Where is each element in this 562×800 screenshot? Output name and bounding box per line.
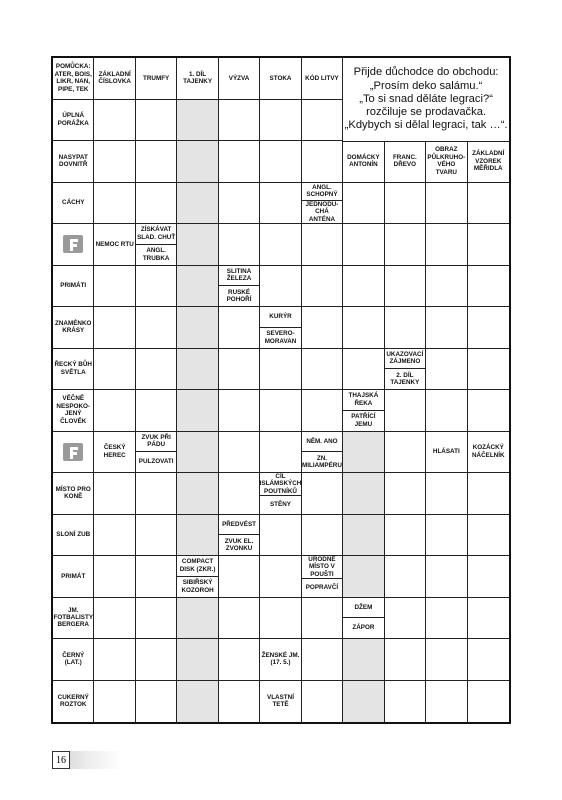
answer-cell[interactable] (468, 349, 509, 391)
answer-cell[interactable] (426, 515, 467, 557)
answer-cell[interactable] (385, 556, 426, 598)
clue-cell (302, 183, 343, 225)
clue-text: DŽEM (354, 603, 373, 611)
solution-cell-shaded[interactable] (343, 556, 384, 598)
joke-line: rozčiluje se prodavačka. (366, 106, 487, 119)
clue-text: ANGL. TRUBKA (136, 244, 176, 265)
answer-cell[interactable] (302, 390, 343, 432)
clue-text: ÚRODNÉ MÍSTO V POUŠTI (308, 556, 336, 578)
answer-cell[interactable] (219, 100, 260, 142)
answer-cell[interactable] (136, 473, 177, 515)
clue-text: MÍSTO PRO KONĚ (55, 485, 91, 501)
clue-text: ZN. MILIAMPÉRU (302, 451, 342, 472)
clue-text: SEVERO-MORAVAN (260, 327, 300, 348)
clue-cell (219, 515, 260, 557)
clue-text: PULZOVATI (136, 451, 176, 472)
clue-text: DOMÁCKY ANTONÍN (347, 153, 380, 169)
answer-cell[interactable] (385, 473, 426, 515)
clue-text: THAJSKÁ ŘEKA (348, 392, 379, 407)
solution-cell-shaded[interactable] (177, 515, 218, 557)
answer-cell[interactable] (136, 390, 177, 432)
clue-cell (468, 432, 509, 474)
answer-cell[interactable] (426, 556, 467, 598)
clue-cell (94, 432, 135, 474)
clue-text: KÓD LITVY (305, 74, 339, 82)
clue-text: CÁCHY (62, 199, 85, 207)
answer-cell[interactable] (302, 100, 343, 142)
answer-cell[interactable] (219, 141, 260, 183)
publisher-logo-icon (53, 432, 94, 474)
answer-cell[interactable] (302, 266, 343, 308)
clue-cell (302, 58, 343, 100)
solution-cell-shaded[interactable] (177, 266, 218, 308)
clue-cell (260, 473, 301, 515)
answer-cell[interactable] (260, 556, 301, 598)
clue-cell (219, 58, 260, 100)
answer-cell[interactable] (219, 432, 260, 474)
answer-cell[interactable] (426, 183, 467, 225)
answer-cell[interactable] (94, 141, 135, 183)
answer-cell[interactable] (94, 681, 135, 723)
clue-text: POMŮCKA: ATER, BOIS, LIKR, NAN, PIPE, TEK (54, 63, 92, 93)
answer-cell[interactable] (468, 639, 509, 681)
answer-cell[interactable] (94, 639, 135, 681)
solution-cell-shaded[interactable] (177, 473, 218, 515)
clue-cell (53, 681, 94, 723)
clue-text: SLITINA ŽELEZA (226, 267, 252, 283)
answer-cell[interactable] (136, 639, 177, 681)
clue-text: PATŘÍCÍ JEMU (343, 410, 383, 431)
answer-cell[interactable] (426, 224, 467, 266)
clue-text: STĚNY (260, 495, 300, 513)
answer-cell[interactable] (468, 224, 509, 266)
page-number: 16 (52, 751, 70, 769)
joke-text (343, 58, 509, 142)
answer-cell[interactable] (302, 639, 343, 681)
page-number-bar (52, 751, 122, 769)
answer-cell[interactable] (385, 515, 426, 557)
answer-cell[interactable] (94, 598, 135, 640)
answer-cell[interactable] (385, 432, 426, 474)
solution-cell-shaded[interactable] (177, 183, 218, 225)
clue-text: STOKA (269, 74, 292, 82)
answer-cell[interactable] (468, 681, 509, 723)
clue-text: OBRAZ PŮLKRUHO-VÉHO TVARU (427, 146, 466, 176)
answer-cell[interactable] (385, 681, 426, 723)
clue-cell (468, 141, 509, 183)
clue-text: 1. DÍL TAJENKY (183, 70, 213, 86)
answer-cell[interactable] (94, 473, 135, 515)
answer-cell[interactable] (468, 515, 509, 557)
solution-cell-shaded[interactable] (177, 390, 218, 432)
clue-text: ZÍSKÁVAT SLAD. CHUŤ (137, 226, 176, 241)
answer-cell[interactable] (468, 183, 509, 225)
clue-cell (136, 224, 177, 266)
clue-cell (53, 58, 94, 100)
clue-text: 2. DÍL TAJENKY (385, 368, 425, 389)
solution-cell-shaded[interactable] (177, 432, 218, 474)
answer-cell[interactable] (136, 307, 177, 349)
clue-text: KURÝR (269, 313, 292, 321)
clue-text: ŘECKÝ BŮH SVĚTLA (54, 361, 92, 376)
crossword-grid (51, 56, 511, 724)
answer-cell[interactable] (468, 473, 509, 515)
answer-cell[interactable] (426, 349, 467, 391)
joke-line: Přijde důchodce do obchodu: (353, 66, 499, 79)
answer-cell[interactable] (426, 473, 467, 515)
answer-cell[interactable] (219, 390, 260, 432)
solution-cell-shaded[interactable] (343, 473, 384, 515)
answer-cell[interactable] (260, 266, 301, 308)
clue-cell (53, 141, 94, 183)
clue-text: SLONÍ ZUB (56, 531, 91, 539)
clue-cell (385, 349, 426, 391)
solution-cell-shaded[interactable] (177, 224, 218, 266)
answer-cell[interactable] (219, 681, 260, 723)
answer-cell[interactable] (260, 598, 301, 640)
clue-text: POPRAVČÍ (302, 578, 342, 596)
answer-cell[interactable] (302, 598, 343, 640)
answer-cell[interactable] (302, 473, 343, 515)
clue-text: ČERNÝ (LAT.) (62, 651, 85, 667)
answer-cell[interactable] (343, 183, 384, 225)
clue-cell (343, 598, 384, 640)
answer-cell[interactable] (260, 183, 301, 225)
clue-text: NEMOC RTU (95, 240, 134, 248)
answer-cell[interactable] (136, 556, 177, 598)
solution-cell-shaded[interactable] (343, 515, 384, 557)
answer-cell[interactable] (385, 598, 426, 640)
answer-cell[interactable] (94, 390, 135, 432)
clue-text: ZÁPOR (343, 617, 383, 638)
answer-cell[interactable] (343, 349, 384, 391)
answer-cell[interactable] (260, 390, 301, 432)
clue-text: ANGL. SCHOPNÝ (306, 183, 338, 199)
clue-cell (53, 515, 94, 557)
answer-cell[interactable] (426, 639, 467, 681)
solution-cell-shaded[interactable] (177, 681, 218, 723)
answer-cell[interactable] (94, 266, 135, 308)
solution-cell-shaded[interactable] (177, 307, 218, 349)
clue-cell (260, 307, 301, 349)
solution-cell-shaded[interactable] (177, 141, 218, 183)
clue-text: HLÁSATI (432, 448, 460, 456)
answer-cell[interactable] (136, 266, 177, 308)
answer-cell[interactable] (136, 100, 177, 142)
clue-cell (53, 349, 94, 391)
publisher-logo-icon (53, 224, 94, 266)
clue-text: RUSKÉ POHOŘÍ (219, 285, 259, 306)
joke-line: „Kdybych si dělal legraci, tak …“. (344, 119, 508, 132)
answer-cell[interactable] (94, 515, 135, 557)
clue-text: UKAZOVACÍ ZÁJMENO (386, 350, 424, 366)
answer-cell[interactable] (426, 598, 467, 640)
answer-cell[interactable] (260, 224, 301, 266)
clue-cell (260, 639, 301, 681)
clue-text: FRANC. DŘEVO (392, 153, 417, 169)
answer-cell[interactable] (426, 307, 467, 349)
answer-cell[interactable] (219, 224, 260, 266)
clue-text: NASYPAT DOVNITŘ (58, 153, 88, 169)
answer-cell[interactable] (260, 141, 301, 183)
answer-cell[interactable] (343, 266, 384, 308)
answer-cell[interactable] (302, 224, 343, 266)
clue-cell (53, 183, 94, 225)
answer-cell[interactable] (219, 598, 260, 640)
solution-cell-shaded[interactable] (343, 681, 384, 723)
clue-text: SIBIŘSKÝ KOZOROH (177, 576, 217, 597)
answer-cell[interactable] (302, 681, 343, 723)
answer-cell[interactable] (219, 349, 260, 391)
answer-cell[interactable] (219, 183, 260, 225)
clue-text: PRIMÁT (61, 572, 86, 580)
clue-text: VÝZVA (228, 74, 250, 82)
answer-cell[interactable] (136, 515, 177, 557)
clue-cell (53, 598, 94, 640)
answer-cell[interactable] (385, 266, 426, 308)
clue-cell (426, 141, 467, 183)
solution-cell-shaded[interactable] (343, 639, 384, 681)
answer-cell[interactable] (468, 266, 509, 308)
clue-text: KOZÁCKÝ NÁČELNÍK (471, 444, 505, 459)
answer-cell[interactable] (136, 349, 177, 391)
answer-cell[interactable] (94, 100, 135, 142)
answer-cell[interactable] (219, 556, 260, 598)
clue-text: JEDNODU-CHÁ ANTÉNA (302, 200, 342, 223)
solution-cell-shaded[interactable] (177, 639, 218, 681)
clue-text: NĚM. ANO (306, 437, 338, 445)
clue-text: ÚPLNÁ PORÁŽKA (57, 112, 89, 127)
clue-text: ZÁKLADNÍ ČÍSLOVKA (98, 70, 131, 86)
answer-cell[interactable] (136, 183, 177, 225)
clue-text: CUKERNÝ ROZTOK (57, 693, 89, 709)
clue-cell (385, 141, 426, 183)
answer-cell[interactable] (302, 141, 343, 183)
clue-cell (136, 432, 177, 474)
clue-cell (302, 556, 343, 598)
clue-cell (53, 307, 94, 349)
clue-cell (343, 390, 384, 432)
answer-cell[interactable] (385, 183, 426, 225)
solution-cell-shaded[interactable] (177, 100, 218, 142)
clue-cell (260, 58, 301, 100)
clue-text: COMPACT DISK (ZKR.) (179, 558, 216, 573)
answer-cell[interactable] (385, 639, 426, 681)
answer-cell[interactable] (136, 681, 177, 723)
answer-cell[interactable] (426, 266, 467, 308)
joke-line: „Prosím deko salámu.“ (369, 79, 483, 92)
clue-cell (426, 432, 467, 474)
clue-text: PRIMÁTI (60, 282, 87, 290)
clue-cell (53, 266, 94, 308)
answer-cell[interactable] (302, 349, 343, 391)
clue-text: ZÁKLADNÍ VZOREK MĚŘIDLA (472, 150, 505, 172)
answer-cell[interactable] (426, 390, 467, 432)
answer-cell[interactable] (426, 681, 467, 723)
clue-cell (260, 681, 301, 723)
clue-text: ŽENSKÉ JM. (17. 5.) (261, 651, 300, 667)
answer-cell[interactable] (385, 224, 426, 266)
answer-cell[interactable] (260, 432, 301, 474)
answer-cell[interactable] (219, 307, 260, 349)
clue-text: ZVUK EL. ZVONKU (219, 534, 259, 555)
answer-cell[interactable] (302, 515, 343, 557)
clue-cell (53, 639, 94, 681)
answer-cell[interactable] (219, 473, 260, 515)
answer-cell[interactable] (260, 100, 301, 142)
clue-text: JM. FOTBALISTY BERGERA (53, 606, 94, 629)
clue-text: ZNAMÉNKO KRÁSY (55, 319, 92, 335)
clue-cell (343, 141, 384, 183)
solution-cell-shaded[interactable] (343, 432, 384, 474)
answer-cell[interactable] (385, 307, 426, 349)
answer-cell[interactable] (94, 349, 135, 391)
clue-cell (302, 432, 343, 474)
clue-cell (219, 266, 260, 308)
clue-text: TRUMFY (143, 74, 170, 82)
answer-cell[interactable] (260, 349, 301, 391)
answer-cell[interactable] (94, 183, 135, 225)
clue-cell (94, 224, 135, 266)
clue-cell (177, 556, 218, 598)
answer-cell[interactable] (302, 307, 343, 349)
answer-cell[interactable] (94, 556, 135, 598)
clue-cell (177, 58, 218, 100)
answer-cell[interactable] (136, 598, 177, 640)
answer-cell[interactable] (468, 598, 509, 640)
clue-text: VLASTNÍ TETĚ (267, 693, 294, 709)
solution-cell-shaded[interactable] (177, 598, 218, 640)
clue-text: ZVUK PŘI PÁDU (141, 433, 171, 449)
solution-cell-shaded[interactable] (177, 349, 218, 391)
answer-cell[interactable] (343, 307, 384, 349)
answer-cell[interactable] (343, 224, 384, 266)
joke-line: „To si snad děláte legraci?“ (359, 92, 493, 105)
answer-cell[interactable] (219, 639, 260, 681)
clue-text: CÍL ISLÁMSKÝCH POUTNÍKŮ (259, 473, 302, 495)
answer-cell[interactable] (468, 390, 509, 432)
clue-cell (53, 390, 94, 432)
clue-cell (53, 556, 94, 598)
clue-text: ČESKÝ HEREC (103, 444, 126, 459)
answer-cell[interactable] (94, 307, 135, 349)
answer-cell[interactable] (385, 390, 426, 432)
clue-cell (94, 58, 135, 100)
answer-cell[interactable] (136, 141, 177, 183)
clue-text: PŘEDVÉST (222, 520, 257, 528)
clue-cell (136, 58, 177, 100)
clue-text: VĚČNĚ NESPOKO-JENÝ ČLOVĚK (56, 395, 91, 425)
answer-cell[interactable] (468, 556, 509, 598)
answer-cell[interactable] (260, 515, 301, 557)
answer-cell[interactable] (468, 307, 509, 349)
clue-cell (53, 100, 94, 142)
clue-cell (53, 473, 94, 515)
